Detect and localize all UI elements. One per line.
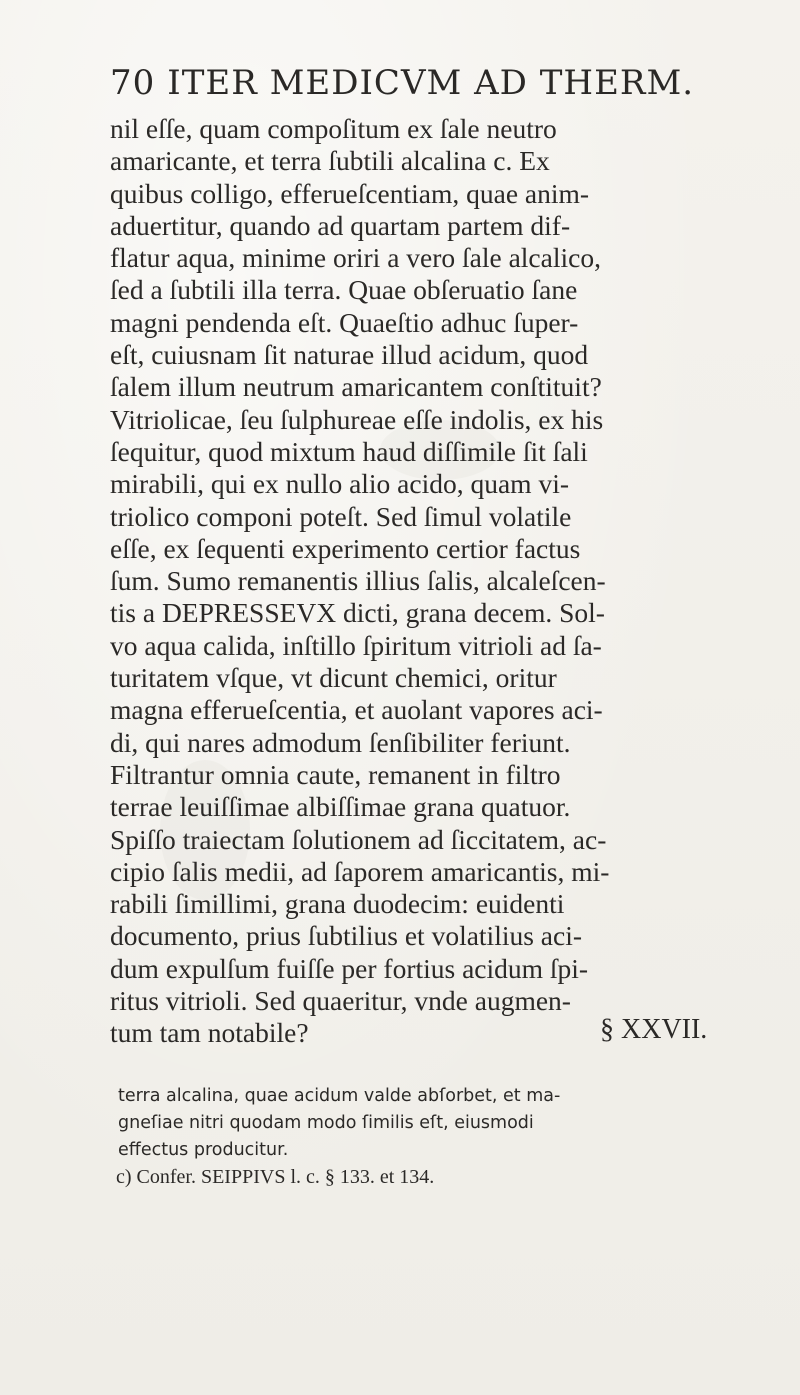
section-marker: § XXVII.: [600, 1014, 708, 1045]
text-line: vo aqua calida, inſtillo ſpiritum vitrioli ad ſa-: [110, 629, 602, 661]
text-line: triolico componi poteſt. Sed ſimul volatile: [110, 500, 572, 532]
text-line: terrae leuiſſimae albiſſimae grana quatuor.: [110, 791, 571, 823]
footnote-line: terra alcalina, quae acidum valde abſorbet, et ma-: [118, 1086, 561, 1106]
text-line: Spiſſo traiectam ſolutionem ad ſiccitatem, ac-: [110, 823, 607, 855]
text-line: ritus vitrioli. Sed quaeritur, vnde augmen-: [110, 985, 571, 1017]
text-line: flatur aqua, minime oriri a vero ſale alcalico,: [110, 242, 601, 274]
text-line: ſalem illum neutrum amaricantem conſtituit?: [110, 371, 602, 403]
text-line: ſed a ſubtili illa terra. Quae obſeruatio ſane: [110, 274, 578, 306]
text-line: eſſe, ex ſequenti experimento certior factus: [110, 532, 581, 564]
text-line: amaricante, et terra ſubtili alcalina c. Ex: [110, 145, 550, 177]
footnote-reference: c) Confer. SEIPPIVS l. c. § 133. et 134.: [116, 1166, 435, 1188]
text-line: mirabili, qui ex nullo alio acido, quam vi-: [110, 468, 570, 500]
footnotes: [118, 1083, 758, 1191]
page-number: 70: [110, 63, 156, 103]
main-text: [110, 113, 750, 1050]
text-line: magni pendenda eſt. Quaeſtio adhuc ſuper-: [110, 306, 579, 338]
text-line: ſum. Sumo remanentis illius ſalis, alcaleſcen-: [110, 565, 606, 597]
text-line: turitatem vſque, vt dicunt chemici, oritur: [110, 662, 557, 694]
text-line: quibus colligo, efferueſcentiam, quae anim-: [110, 177, 590, 209]
text-line: nil eſſe, quam compoſitum ex ſale neutro: [110, 113, 557, 144]
footnote-line: effectus producitur.: [118, 1140, 289, 1160]
text-line: dum expulſum fuiſſe per fortius acidum ſpi-: [110, 952, 589, 984]
running-title: ITER MEDICVM AD THERM.: [167, 63, 695, 103]
running-header: [110, 63, 694, 103]
text-line: rabili ſimillimi, grana duodecim: euidenti: [110, 888, 565, 920]
footnote-line: gneſiae nitri quodam modo ſimilis eſt, eiusmodi: [118, 1113, 534, 1133]
text-line: Vitriolicae, ſeu ſulphureae eſſe indolis, ex his: [110, 403, 604, 435]
text-line: di, qui nares admodum ſenſibiliter feriunt.: [110, 726, 571, 758]
text-line: aduertitur, quando ad quartam partem dif-: [110, 209, 571, 241]
text-line: cipio ſalis medii, ad ſaporem amaricantis, mi-: [110, 855, 610, 887]
text-line: documento, prius ſubtilius et volatilius aci-: [110, 920, 583, 952]
text-line: ſequitur, quod mixtum haud diſſimile ſit ſali: [110, 435, 588, 467]
text-line: Filtrantur omnia caute, remanent in filtro: [110, 758, 561, 790]
text-line: tum tam notabile?: [110, 1017, 309, 1049]
text-line: eſt, cuiusnam ſit naturae illud acidum, quod: [110, 339, 589, 371]
text-line: magna efferueſcentia, et auolant vapores aci-: [110, 694, 603, 726]
text-line: tis a DEPRESSEVX dicti, grana decem. Sol-: [110, 597, 605, 629]
